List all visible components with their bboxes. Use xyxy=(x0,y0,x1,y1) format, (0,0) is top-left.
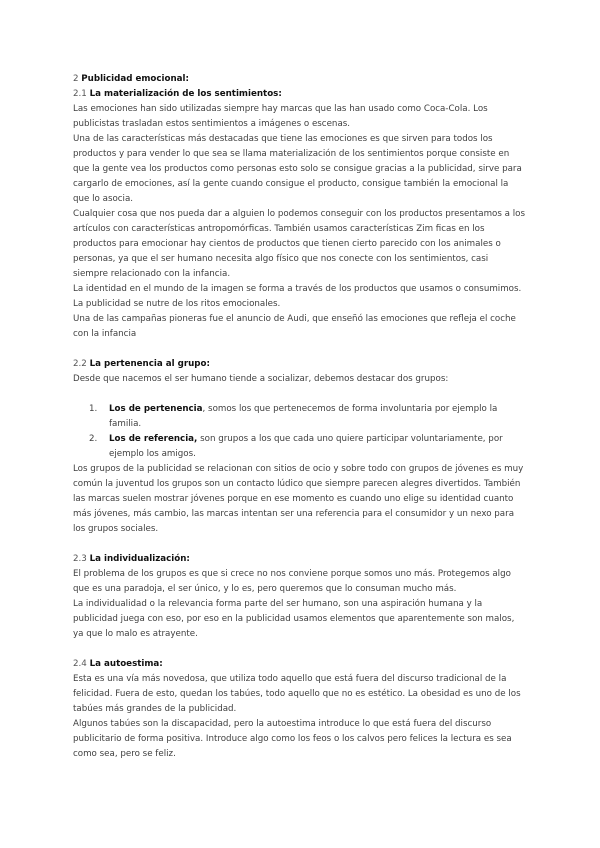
section-title: La individualización: xyxy=(89,554,190,564)
section-number: 2.3 xyxy=(73,554,87,564)
paragraph: Esta es una vía más novedosa, que utiliza todo aquello que está fuera del discurso tradicional de la felicidad. Fuera de esto, quedan los tabúes, todo aquello que no es estético. La obesidad es uno de los tabúes más grandes de la publicidad. xyxy=(73,674,521,714)
list-item xyxy=(73,402,525,432)
document-page xyxy=(73,72,525,762)
paragraph: Las emociones han sido utilizadas siempre hay marcas que las han usado como Coca-Cola. Los publicistas trasladan estos sentimientos a imágenes o escenas. xyxy=(73,104,488,129)
section-2-2 xyxy=(73,357,525,537)
section-title: La autoestima: xyxy=(89,659,163,669)
section-number: 2.4 xyxy=(73,659,87,669)
section-title: Publicidad emocional: xyxy=(81,74,189,84)
section-2-heading xyxy=(73,72,525,87)
list-text: , somos los que pertenecemos de forma involuntaria por ejemplo la familia. xyxy=(109,404,498,429)
group-list xyxy=(73,402,525,462)
list-item xyxy=(73,432,525,462)
paragraph: Los grupos de la publicidad se relacionan con sitios de ocio y sobre todo con grupos de jóvenes es muy común la juventud los grupos son un contacto lúdico que siempre parecen alegres divertidos. También las marcas suelen mostrar jóvenes porque en ese momento es cuando uno elige su identidad cuanto más jóvenes, más cambio, las marcas intentan ser una referencia para el consumidor y un nexo para los grupos sociales. xyxy=(73,464,524,534)
paragraph: La identidad en el mundo de la imagen se forma a través de los productos que usamos o consumimos. La publicidad se nutre de los ritos emocionales. xyxy=(73,284,522,309)
section-number: 2 xyxy=(73,74,79,84)
section-2-4-heading xyxy=(73,657,525,672)
paragraph: Una de las características más destacadas que tiene las emociones es que sirven para todos los productos y para vender lo que sea se llama materialización de los sentimientos porque consiste en que la gente vea los productos como personas esto solo se consigue gracias a la publicidad, sirve para cargarlo de emociones, así la gente cuando consigue el producto, consigue también la emocional la que lo asocia. xyxy=(73,134,522,204)
section-2-3-heading xyxy=(73,552,525,567)
paragraph: Una de las campañas pioneras fue el anuncio de Audi, que enseñó las emociones que refleja el coche con la infancia xyxy=(73,314,516,339)
list-text: son grupos a los que cada uno quiere participar voluntariamente, por ejemplo los amigos. xyxy=(109,434,503,459)
list-term: Los de pertenencia xyxy=(109,404,203,414)
section-number: 2.1 xyxy=(73,89,87,99)
section-2-1-heading xyxy=(73,87,525,102)
section-2-3 xyxy=(73,552,525,642)
section-title: La materialización de los sentimientos: xyxy=(89,89,282,99)
section-2-4 xyxy=(73,657,525,762)
list-term: Los de referencia, xyxy=(109,434,198,444)
section-title: La pertenencia al grupo: xyxy=(89,359,210,369)
list-marker: 1. xyxy=(89,404,98,414)
paragraph: Cualquier cosa que nos pueda dar a alguien lo podemos conseguir con los productos presentamos a los artículos con características antropomórficas. También usamos características Zim ficas en los productos para emocionar hay cientos de productos que tienen cierto parecido con los animales o personas, ya que el ser humano necesita algo físico que nos conecte con los sentimientos, casi siempre relacionado con la infancia. xyxy=(73,209,525,279)
section-number: 2.2 xyxy=(73,359,87,369)
paragraph: Desde que nacemos el ser humano tiende a socializar, debemos destacar dos grupos: xyxy=(73,374,449,384)
list-marker: 2. xyxy=(89,434,98,444)
section-2-2-heading xyxy=(73,357,525,372)
paragraph: La individualidad o la relevancia forma parte del ser humano, son una aspiración humana y la publicidad juega con eso, por eso en la publicidad usamos elementos que aparentemente son malos, ya que lo malo es atrayente. xyxy=(73,599,515,639)
paragraph: Algunos tabúes son la discapacidad, pero la autoestima introduce lo que está fuera del discurso publicitario de forma positiva. Introduce algo como los feos o los calvos pero felices la lectura es sea como sea, pero se feliz. xyxy=(73,719,512,759)
paragraph: El problema de los grupos es que si crece no nos conviene porque somos uno más. Protegemos algo que es una paradoja, el ser único, y lo es, pero queremos que lo consuman mucho más. xyxy=(73,569,511,594)
